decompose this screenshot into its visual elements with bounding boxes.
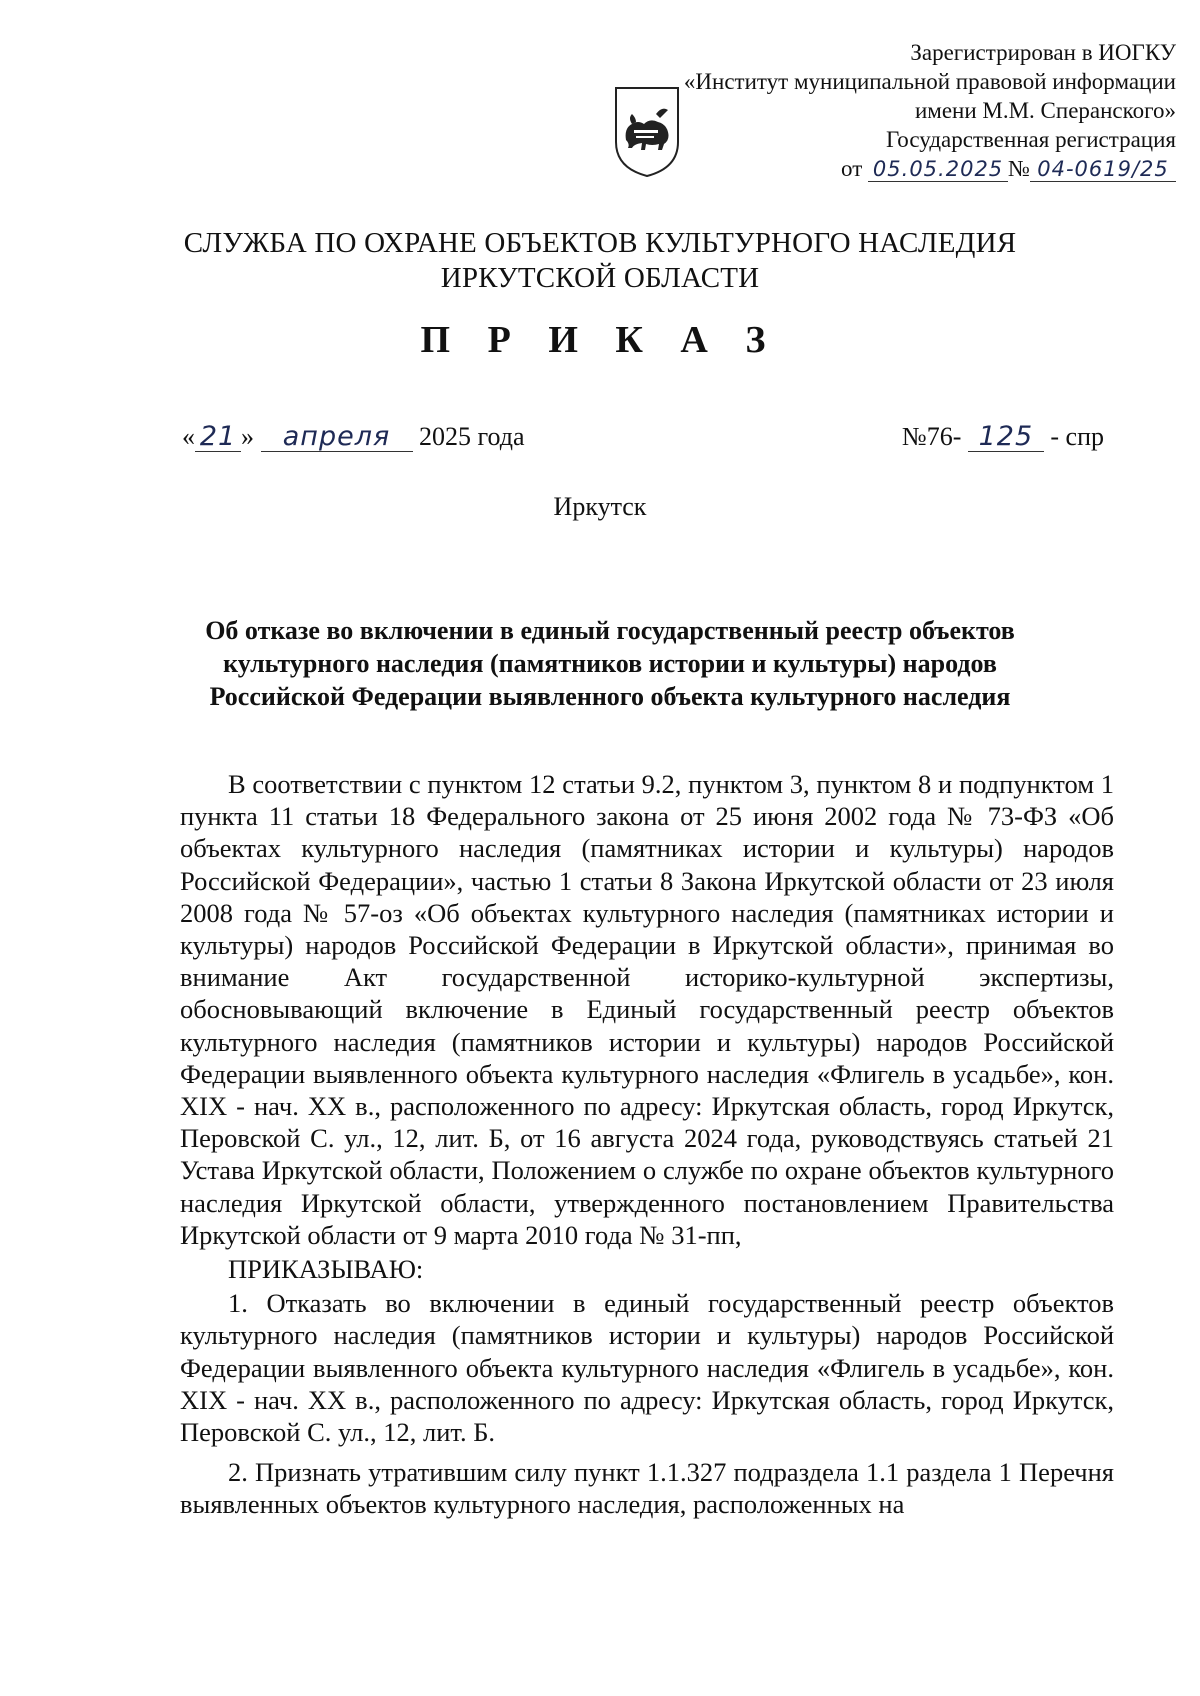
subject-line-3: Российской Федерации выявленного объекта культурного наследия	[209, 682, 1011, 711]
subject-line-1: Об отказе во включении в единый государственный реестр объектов	[205, 616, 1015, 645]
registration-line-1: Зарегистрирован в ИОГКУ	[910, 40, 1176, 65]
order-word: ПРИКАЗЫВАЮ:	[228, 1254, 424, 1285]
registration-line-3: имени М.М. Сперанского»	[914, 98, 1176, 123]
order-date	[182, 420, 525, 454]
order-number	[902, 420, 1104, 454]
number-value: 125	[968, 423, 1044, 452]
registration-date-line	[616, 154, 1176, 183]
agency-line-1: СЛУЖБА ПО ОХРАНЕ ОБЪЕКТОВ КУЛЬТУРНОГО НАСЛЕДИЯ	[183, 227, 1017, 259]
date-month: апреля	[261, 423, 413, 452]
date-day: 21	[195, 423, 241, 452]
number-prefix: №76-	[901, 422, 962, 451]
date-year: 2025 года	[419, 422, 525, 451]
subject-line-2: культурного наследия (памятников истории и культуры) народов	[223, 649, 997, 678]
agency-line-2: ИРКУТСКОЙ ОБЛАСТИ	[440, 262, 760, 294]
registration-number: 04-0619/25	[1030, 157, 1176, 182]
document-type-title: П Р И К А З	[420, 319, 780, 361]
order-subject	[150, 614, 1070, 713]
number-suffix: - спр	[1050, 422, 1104, 451]
city: Иркутск	[553, 492, 647, 521]
registration-line-4: Государственная регистрация	[886, 127, 1176, 152]
agency-name	[0, 226, 1200, 296]
order-item-1: 1. Отказать во включении в единый государственный реестр объектов культурного наследия (памятников истории и культуры) народов Российской Федерации выявленного объекта культурного наследия «Флигель в усадьбе», кон. XIX - нач. XX в., расположенного по адресу: Иркутская область, город Иркутск, Перовской С. ул., 12, лит. Б.	[180, 1288, 1114, 1448]
registration-number-label: №	[1008, 156, 1030, 181]
registration-date: 05.05.2025	[868, 157, 1008, 182]
registration-from-label: от	[841, 156, 863, 181]
date-open-quote: «	[182, 422, 195, 451]
registration-line-2: «Институт муниципальной правовой информации	[683, 69, 1176, 94]
date-close-quote: »	[241, 422, 254, 451]
preamble-paragraph: В соответствии с пунктом 12 статьи 9.2, пунктом 3, пунктом 8 и подпунктом 1 пункта 11 статьи 18 Федерального закона от 25 июня 2002 года № 73-ФЗ «Об объектах культурного наследия (памятниках истории и культуры) народов Российской Федерации», частью 1 статьи 8 Закона Иркутской области от 23 июля 2008 года № 57-оз «Об объектах культурного наследия (памятниках истории и культуры) народов Российской Федерации в Иркутской области», принимая во внимание Акт государственной историко-культурной экспертизы, обосновывающий включение в Единый государственный реестр объектов культурного наследия (памятников истории и культуры) народов Российской Федерации выявленного объекта культурного наследия «Флигель в усадьбе», кон. XIX - нач. XX в., расположенного по адресу: Иркутская область, город Иркутск, Перовской С. ул., 12, лит. Б, от 16 августа 2024 года, руководствуясь статьей 21 Устава Иркутской области, Положением о службе по охране объектов культурного наследия Иркутской области, утвержденного постановлением Правительства Иркутской области от 9 марта 2010 года № 31-пп,	[180, 769, 1114, 1250]
order-body	[180, 768, 1114, 1521]
order-item-2: 2. Признать утратившим силу пункт 1.1.327 подраздела 1.1 раздела 1 Перечня выявленных объектов культурного наследия, расположенных на	[180, 1457, 1114, 1520]
registration-stamp	[616, 38, 1176, 183]
